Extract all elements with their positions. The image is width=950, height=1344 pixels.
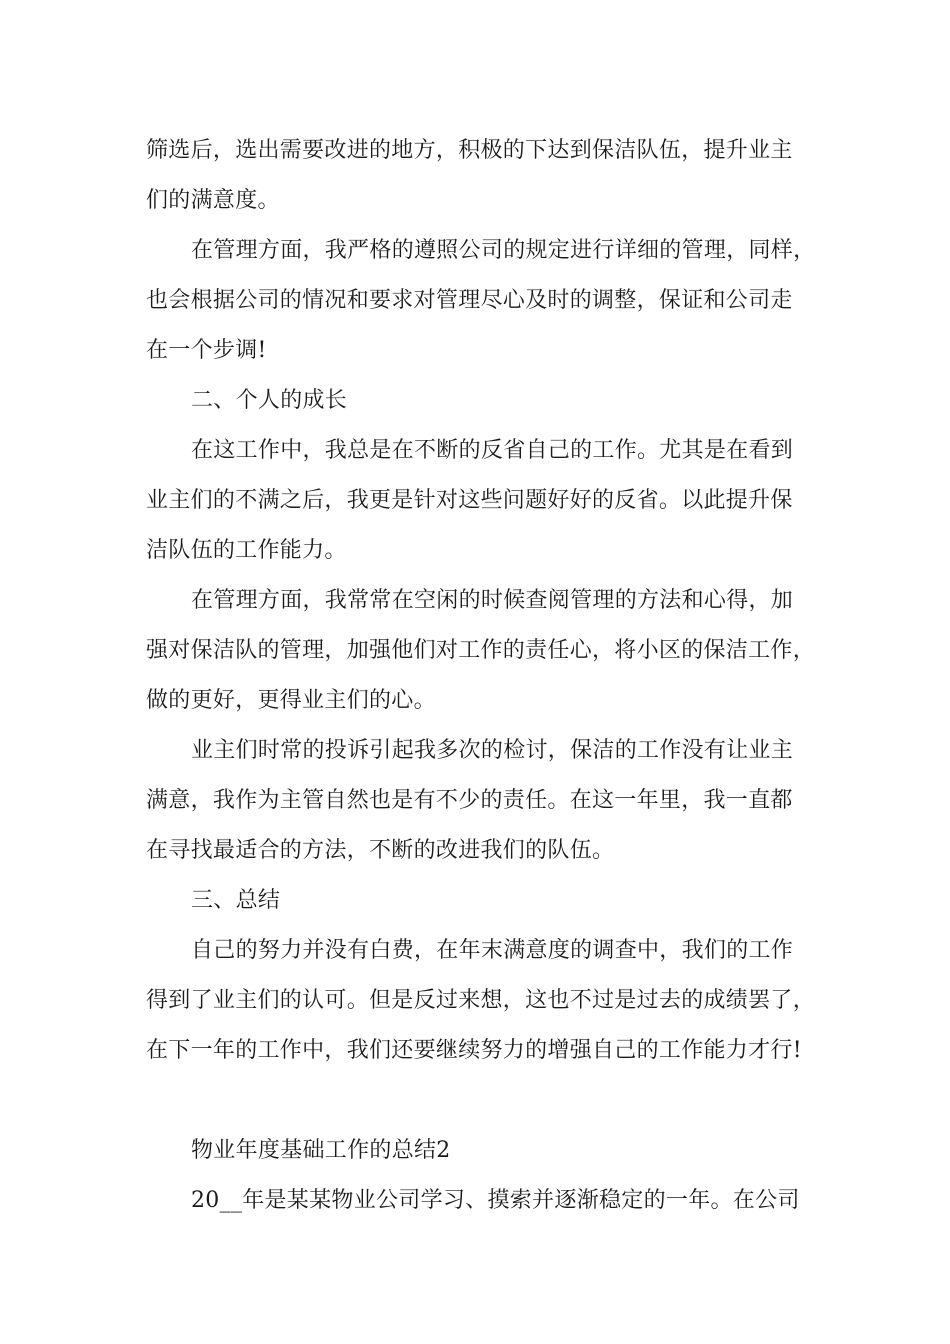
paragraph-line: 在管理方面，我严格的遵照公司的规定进行详细的管理，同样， bbox=[191, 238, 816, 263]
paragraph-line: 满意，我作为主管自然也是有不少的责任。在这一年里，我一直都 bbox=[146, 788, 793, 813]
paragraph-line: 强对保洁队的管理，加强他们对工作的责任心，将小区的保洁工作， bbox=[146, 638, 816, 663]
paragraph-line: 得到了业主们的认可。但是反过来想，这也不过是过去的成绩罢了， bbox=[146, 988, 816, 1013]
document-title: 物业年度基础工作的总结2 bbox=[191, 1138, 451, 1163]
paragraph-line: 业主们时常的投诉引起我多次的检讨，保洁的工作没有让业主 bbox=[191, 738, 794, 763]
paragraph-line: 20__年是某某物业公司学习、摸索并逐渐稳定的一年。在公司 bbox=[191, 1188, 800, 1213]
paragraph-line: 洁队伍的工作能力。 bbox=[146, 538, 347, 563]
paragraph-line: 筛选后，选出需要改进的地方，积极的下达到保洁队伍，提升业主 bbox=[146, 138, 793, 163]
paragraph-line: 业主们的不满之后，我更是针对这些问题好好的反省。以此提升保 bbox=[146, 488, 793, 513]
paragraph-line: 也会根据公司的情况和要求对管理尽心及时的调整，保证和公司走 bbox=[146, 288, 793, 313]
section-heading: 二、个人的成长 bbox=[191, 388, 348, 413]
paragraph-line: 在管理方面，我常常在空闲的时候查阅管理的方法和心得，加 bbox=[191, 588, 794, 613]
paragraph-line: 做的更好，更得业主们的心。 bbox=[146, 688, 436, 713]
paragraph-line: 在这工作中，我总是在不断的反省自己的工作。尤其是在看到 bbox=[191, 438, 794, 463]
paragraph-line: 在寻找最适合的方法，不断的改进我们的队伍。 bbox=[146, 838, 615, 863]
paragraph-line: 在一个步调! bbox=[146, 338, 267, 363]
paragraph-line: 在下一年的工作中，我们还要继续努力的增强自己的工作能力才行! bbox=[146, 1038, 802, 1063]
paragraph-line: 们的满意度。 bbox=[146, 188, 280, 213]
paragraph-line: 自己的努力并没有白费，在年末满意度的调查中，我们的工作 bbox=[191, 938, 794, 963]
section-heading: 三、总结 bbox=[191, 888, 281, 913]
